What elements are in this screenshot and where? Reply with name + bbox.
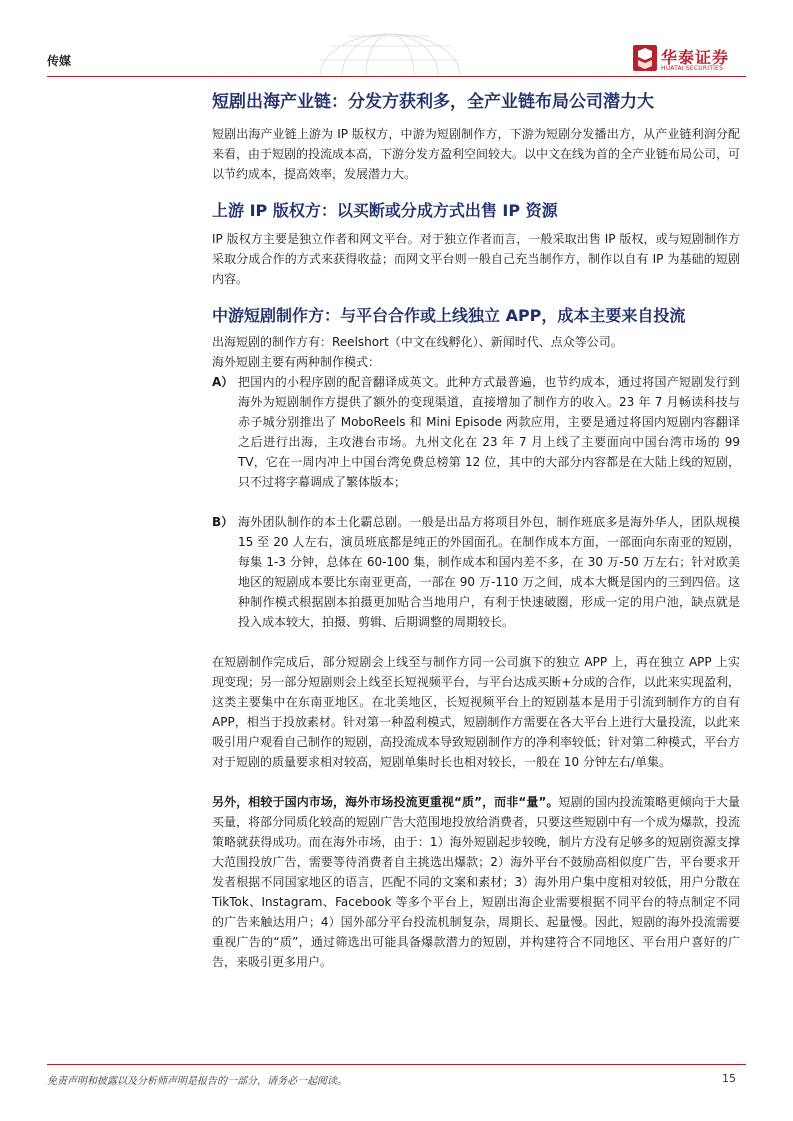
disclaimer-note: 免责声明和披露以及分析师声明是报告的一部分，请务必一起阅读。 [47,1076,347,1087]
monetization-paragraph: 在短剧制作完成后，部分短剧会上线至与制作方同一公司旗下的独立 APP 上，再在独立 APP 上实现变现；另一部分短剧则会上线至长短视频平台，与平台达成买断+分成的合作，以此来实现盈利，这类主要集中在东南亚地区。在北美地区，长短视频平台上的短剧基本是用于引流到制作方的自有 APP，相当于投放素材。针对第一种盈利模式，短剧制作方需要在各大平台上进行大量投流，以此来吸引用户观看自己制作的短剧，高投流成本导致短剧制作方的净利率较低；针对第二种模式，平台方对于短剧的质量要求相对较高，短剧单集时长也相对较长，一般在 10 分钟左右/单集。 [212,655,741,769]
list-item-text: 把国内的小程序剧的配音翻译成英文。此种方式最普遍，也节约成本，通过将国产短剧发行到海外为短剧制作方提供了额外的变现渠道，直接增加了制作方的收入。23 年 7 月畅读科技与赤子城分别推出了 MoboReels 和 Mini Episode 两款应用，主要是通过将国内短剧内容翻译之后进行出海，主攻港台市场。九州文化在 23 年 7 月上线了主要面向中国台湾市场的 99 TV，它在一周内冲上中国台湾免费总榜第 12 位，其中的大部分内容都是在大陆上线的短剧，只不过将字幕调成了繁体版本； [238,375,740,489]
section-upstream-body: IP 版权方主要是独立作者和网文平台。对于独立作者而言，一般采取出售 IP 版权，或与短剧制作方采取分成合作的方式来获得收益；而网文平台则一般自己充当制作方，制作以自有 IP 为基础的短剧内容。 [212,232,740,286]
intro-paragraph: 短剧出海产业链上游为 IP 版权方，中游为短剧制作方，下游为短剧分发播出方，从产业链利润分配来看，由于短剧的投流成本高，下游分发方盈利空间较大。以中文在线为首的全产业链布局公司，可以节约成本，提高效率，发展潜力大。 [212,127,741,181]
header-divider [47,76,746,77]
section-upstream-title: 上游 IP 版权方：以买断或分成方式出售 IP 资源 [212,201,558,220]
section-tag: 传媒 [47,54,72,68]
modes-intro-line: 海外短剧主要有两种制作模式： [212,355,381,369]
list-marker: A） [212,375,234,389]
list-item [212,512,740,632]
producers-line: 出海短剧的制作方有：Reelshort（中文在线孵化）、新闻时代、点众等公司。 [212,335,623,349]
footer-divider [47,1064,746,1065]
closing-lead: 另外，相较于国内市场，海外市场投流更重视“质”，而非“量”。 [212,795,559,809]
brand-name-cn: 华泰证券 [661,48,730,67]
closing-paragraph [212,792,740,972]
globe-watermark-icon [300,30,480,76]
page-number: 15 [722,1072,736,1085]
list-marker: B） [212,515,234,529]
report-body [212,88,740,972]
list-item-text: 海外团队制作的本土化霸总剧。一般是出品方将项目外包，制作班底多是海外华人，团队规模 15 至 20 人左右，演员班底都是纯正的外国面孔。在制作成本方面，一部面向东南亚的短剧，每集 1-3 分钟，总体在 60-100 集，制作成本和国内差不多，在 30 万-50 万左右；针对欧美地区的短剧成本要比东南亚更高，一部在 90 万-110 万之间，成本大概是国内的三到四倍。这种制作模式根据剧本拍摄更加贴合当地用户，有利于快速破圈，形成一定的用户池，缺点就是投入成本较大，拍摄、剪辑、后期调整的周期较长。 [238,515,740,629]
brand-name-en: HUATAI SECURITIES [661,65,724,72]
brand-logo [633,44,743,74]
huatai-logo-icon [633,45,657,71]
section-midstream-title: 中游短剧制作方：与平台合作或上线独立 APP，成本主要来自投流 [212,306,686,325]
page-title: 短剧出海产业链：分发方获利多，全产业链布局公司潜力大 [212,92,654,112]
closing-body: 短剧的国内投流策略更倾向于大量买量，将部分同质化较高的短剧广告大范围地投放给消费者，只要这些短剧中有一个成为爆款，投流策略就获得成功。而在海外市场，由于：1）海外短剧起步较晚，制片方没有足够多的短剧资源支撑大范围投放广告，需要等待消费者自主挑选出爆款；2）海外平台不鼓励高相似度广告，平台要求开发者根据不同国家地区的语言，匹配不同的文案和素材；3）海外用户集中度相对较低，用户分散在 TikTok、Instagram、Facebook 等多个平台上，短剧出海企业需要根据不同平台的特点制定不同的广告来触达用户；4）国外部分平台投流机制复杂，周期长、起量慢。因此，短剧的海外投流需要重视广告的“质”，通过筛选出可能具备爆款潜力的短剧，并构建符合不同地区、平台用户喜好的广告，来吸引更多用户。 [212,795,741,969]
list-item [212,372,740,492]
